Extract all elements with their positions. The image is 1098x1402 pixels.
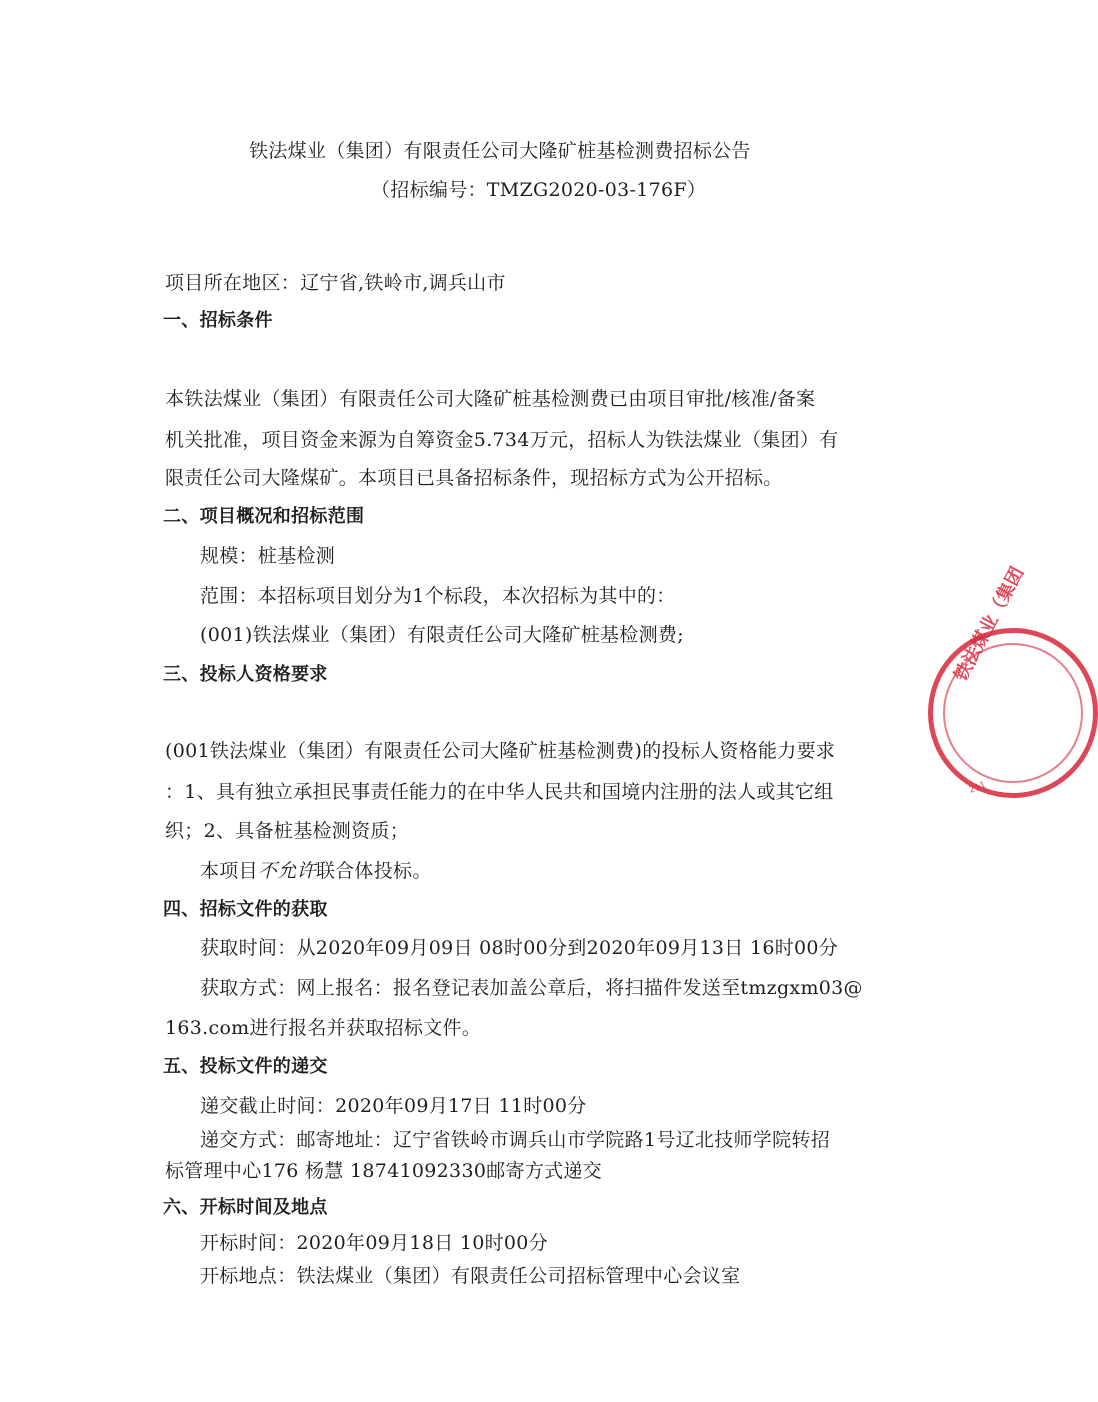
- qualifications-paragraph-line: ：1、具有独立承担民事责任能力的在中华人民共和国境内注册的法人或其它组: [165, 781, 834, 803]
- documents-time: 获取时间：从2020年09月09日 08时00分到2020年09月13日 16时00分: [200, 937, 839, 959]
- opening-place: 开标地点：铁法煤业（集团）有限责任公司招标管理中心会议室: [200, 1265, 741, 1287]
- opening-time: 开标时间：2020年09月18日 10时00分: [200, 1232, 549, 1254]
- project-scope: 范围：本招标项目划分为1个标段，本次招标为其中的：: [200, 585, 676, 607]
- document-title: 铁法煤业（集团）有限责任公司大隆矿桩基检测费招标公告: [249, 140, 751, 162]
- joint-note-emphasis: 不允许: [257, 860, 316, 882]
- joint-note-prefix: 本项目: [200, 860, 258, 882]
- seal-text: 铁法煤业（集团: [950, 563, 1029, 685]
- section-heading-conditions: 一、招标条件: [163, 310, 273, 331]
- section-heading-opening: 六、开标时间及地点: [163, 1197, 328, 1218]
- section-heading-overview: 二、项目概况和招标范围: [163, 506, 365, 527]
- project-scale: 规模：桩基检测: [200, 545, 336, 567]
- tender-number: （招标编号：TMZG2020-03-176F）: [371, 179, 707, 201]
- conditions-paragraph-line: 机关批准，项目资金来源为自筹资金5.734万元，招标人为铁法煤业（集团）有: [165, 429, 839, 451]
- section-heading-qualifications: 三、投标人资格要求: [163, 664, 328, 685]
- joint-note-suffix: 联合体投标。: [315, 860, 432, 882]
- qualifications-paragraph-line: 织；2、具备桩基检测资质；: [165, 820, 409, 842]
- documents-method-line: 163.com进行报名并获取招标文件。: [165, 1017, 482, 1039]
- conditions-paragraph-line: 限责任公司大隆煤矿。本项目已具备招标条件，现招标方式为公开招标。: [165, 467, 783, 489]
- project-lot: (001)铁法煤业（集团）有限责任公司大隆矿桩基检测费;: [200, 624, 684, 646]
- project-region: 项目所在地区：辽宁省,铁岭市,调兵山市: [165, 272, 506, 294]
- section-heading-documents: 四、招标文件的获取: [163, 899, 328, 920]
- qualifications-paragraph-line: (001铁法煤业（集团）有限责任公司大隆矿桩基检测费)的投标人资格能力要求: [165, 740, 836, 762]
- company-seal: [928, 563, 1098, 798]
- conditions-paragraph-line: 本铁法煤业（集团）有限责任公司大隆矿桩基检测费已由项目审批/核准/备案: [165, 388, 816, 410]
- submission-method-line: 递交方式：邮寄地址：辽宁省铁岭市调兵山市学院路1号辽北技师学院转招: [200, 1129, 830, 1151]
- submission-deadline: 递交截止时间：2020年09月17日 11时00分: [200, 1095, 587, 1117]
- seal-number: 211: [967, 780, 988, 796]
- submission-method-line: 标管理中心176 杨慧 18741092330邮寄方式递交: [165, 1160, 603, 1182]
- documents-method-line: 获取方式：网上报名：报名登记表加盖公章后，将扫描件发送至tmzgxm03@: [200, 977, 863, 999]
- section-heading-submission: 五、投标文件的递交: [163, 1056, 328, 1077]
- joint-bidding-note: [200, 858, 432, 884]
